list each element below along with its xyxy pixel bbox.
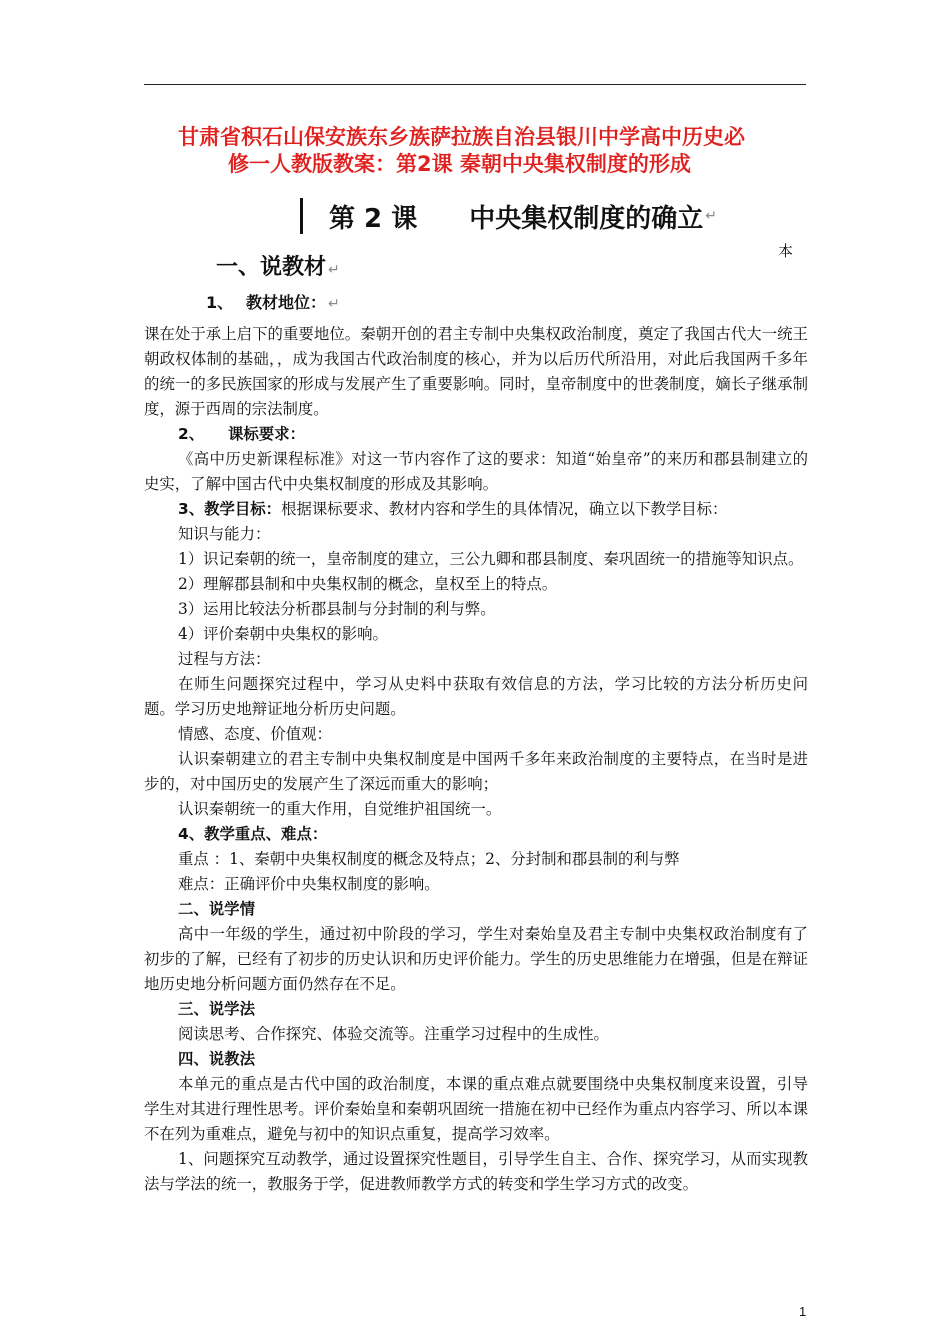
list-item: 1）识记秦朝的统一，皇帝制度的建立，三公九卿和郡县制度、秦巩固统一的措施等知识点。 bbox=[178, 550, 804, 568]
section-4-paragraph-1: 本单元的重点是古代中国的政治制度，本课的重点难点就要围绕中央集权制度来设置，引导学生对其进行理性思考。评价秦始皇和秦朝巩固统一措施在初中已经作为重点内容学习、所以本课不在列为重难点，避免与初中的知识点重复，提高学习效率。 bbox=[144, 1075, 808, 1143]
section-2-heading: 二、说学情 bbox=[178, 900, 255, 918]
paragraph-mark-icon: ↵ bbox=[328, 296, 340, 312]
curriculum-standard-paragraph: 《高中历史新课程标准》对这一节内容作了这的要求：知道“始皇帝”的来历和郡县制建立的史实，了解中国古代中央集权制度的形成及其影响。 bbox=[144, 450, 808, 493]
textbook-position-paragraph: 课在处于承上启下的重要地位。秦朝开创的君主专制中央集权政治制度，奠定了我国古代大一统王朝政权体制的基础，，成为我国古代政治制度的核心，并为以后历代所沿用，对此后我国两千多年的统一的多民族国家的形成与发展产生了重要影响。同时，皇帝制度中的世袭制度，嫡长子继承制度，源于西周的宗法制度。 bbox=[144, 325, 808, 418]
teaching-goals-paragraph: 3、教学目标：根据课标要求、教材内容和学生的具体情况，确立以下教学目标： bbox=[178, 500, 728, 518]
section-4-heading: 四、说教法 bbox=[178, 1050, 255, 1068]
process-heading: 过程与方法： bbox=[178, 650, 271, 668]
section-1-heading: 一、说教材 ↵ bbox=[216, 255, 340, 280]
emotion-heading: 情感、态度、价值观： bbox=[178, 725, 332, 743]
section-2-paragraph: 高中一年级的学生，通过初中阶段的学习，学生对秦始皇及君主专制中央集权政治制度有了初步的了解，已经有了初步的历史认识和历史评价能力。学生的历史思维能力在增强，但是在辩证地历史地分析问题方面仍然存在不足。 bbox=[144, 925, 808, 993]
header-rule bbox=[144, 84, 806, 85]
knowledge-heading: 知识与能力： bbox=[178, 525, 271, 543]
emotion-paragraph-2: 认识秦朝统一的重大作用，自觉维护祖国统一。 bbox=[178, 800, 502, 818]
subsection-number: 1、 bbox=[206, 293, 234, 312]
list-item: 3）运用比较法分析郡县制与分封制的利与弊。 bbox=[178, 600, 496, 618]
section-3-paragraph: 阅读思考、合作探究、体验交流等。注重学习过程中的生成性。 bbox=[178, 1025, 609, 1043]
lesson-name: 中央集权制度的确立 bbox=[469, 203, 704, 234]
margin-note: 本 bbox=[778, 242, 794, 260]
subsection-2-heading: 2、 课标要求： bbox=[178, 425, 305, 443]
key-points: 重点 ：1、秦朝中央集权制度的概念及特点；2、分封制和郡县制的利与弊 bbox=[178, 850, 680, 868]
paragraph-mark-icon: ↵ bbox=[705, 208, 717, 224]
page-number: 1 bbox=[799, 1304, 807, 1319]
emotion-paragraph-1: 认识秦朝建立的君主专制中央集权制度是中国两千多年来政治制度的主要特点，在当时是进步的，对中国历史的发展产生了深远而重大的影响； bbox=[144, 750, 808, 793]
subsection-1-heading bbox=[206, 290, 340, 313]
lesson-heading bbox=[300, 196, 717, 236]
list-item: 2）理解郡县制和中央集权制的概念，皇权至上的特点。 bbox=[178, 575, 558, 593]
subsection-3-label: 3、教学目标： bbox=[178, 500, 282, 518]
title-line-1: 甘肃省积石山保安族东乡族萨拉族自治县银川中学高中历史必 bbox=[178, 125, 745, 149]
title-line-2: 修一人教版教案：第2课 秦朝中央集权制度的形成 bbox=[228, 152, 691, 176]
subsection-label: 教材地位： bbox=[246, 293, 327, 312]
document-title bbox=[178, 124, 818, 178]
heading-bar bbox=[300, 198, 303, 234]
difficult-points: 难点：正确评价中央集权制度的影响。 bbox=[178, 875, 440, 893]
section-4-paragraph-2: 1、问题探究互动教学，通过设置探究性题目，引导学生自主、合作、探究学习，从而实现教法与学法的统一，教服务于学，促进教师教学方式的转变和学生学习方式的改变。 bbox=[144, 1150, 808, 1193]
list-item: 4）评价秦朝中央集权的影响。 bbox=[178, 625, 388, 643]
subsection-4-heading: 4、教学重点、难点： bbox=[178, 825, 328, 843]
section-3-heading: 三、说学法 bbox=[178, 1000, 255, 1018]
lesson-number: 第 2 课 bbox=[329, 203, 418, 234]
process-paragraph: 在师生问题探究过程中，学习从史料中获取有效信息的方法，学习比较的方法分析历史问题。学习历史地辩证地分析历史问题。 bbox=[144, 675, 808, 718]
document-body bbox=[144, 322, 808, 1197]
paragraph-mark-icon: ↵ bbox=[328, 262, 340, 278]
